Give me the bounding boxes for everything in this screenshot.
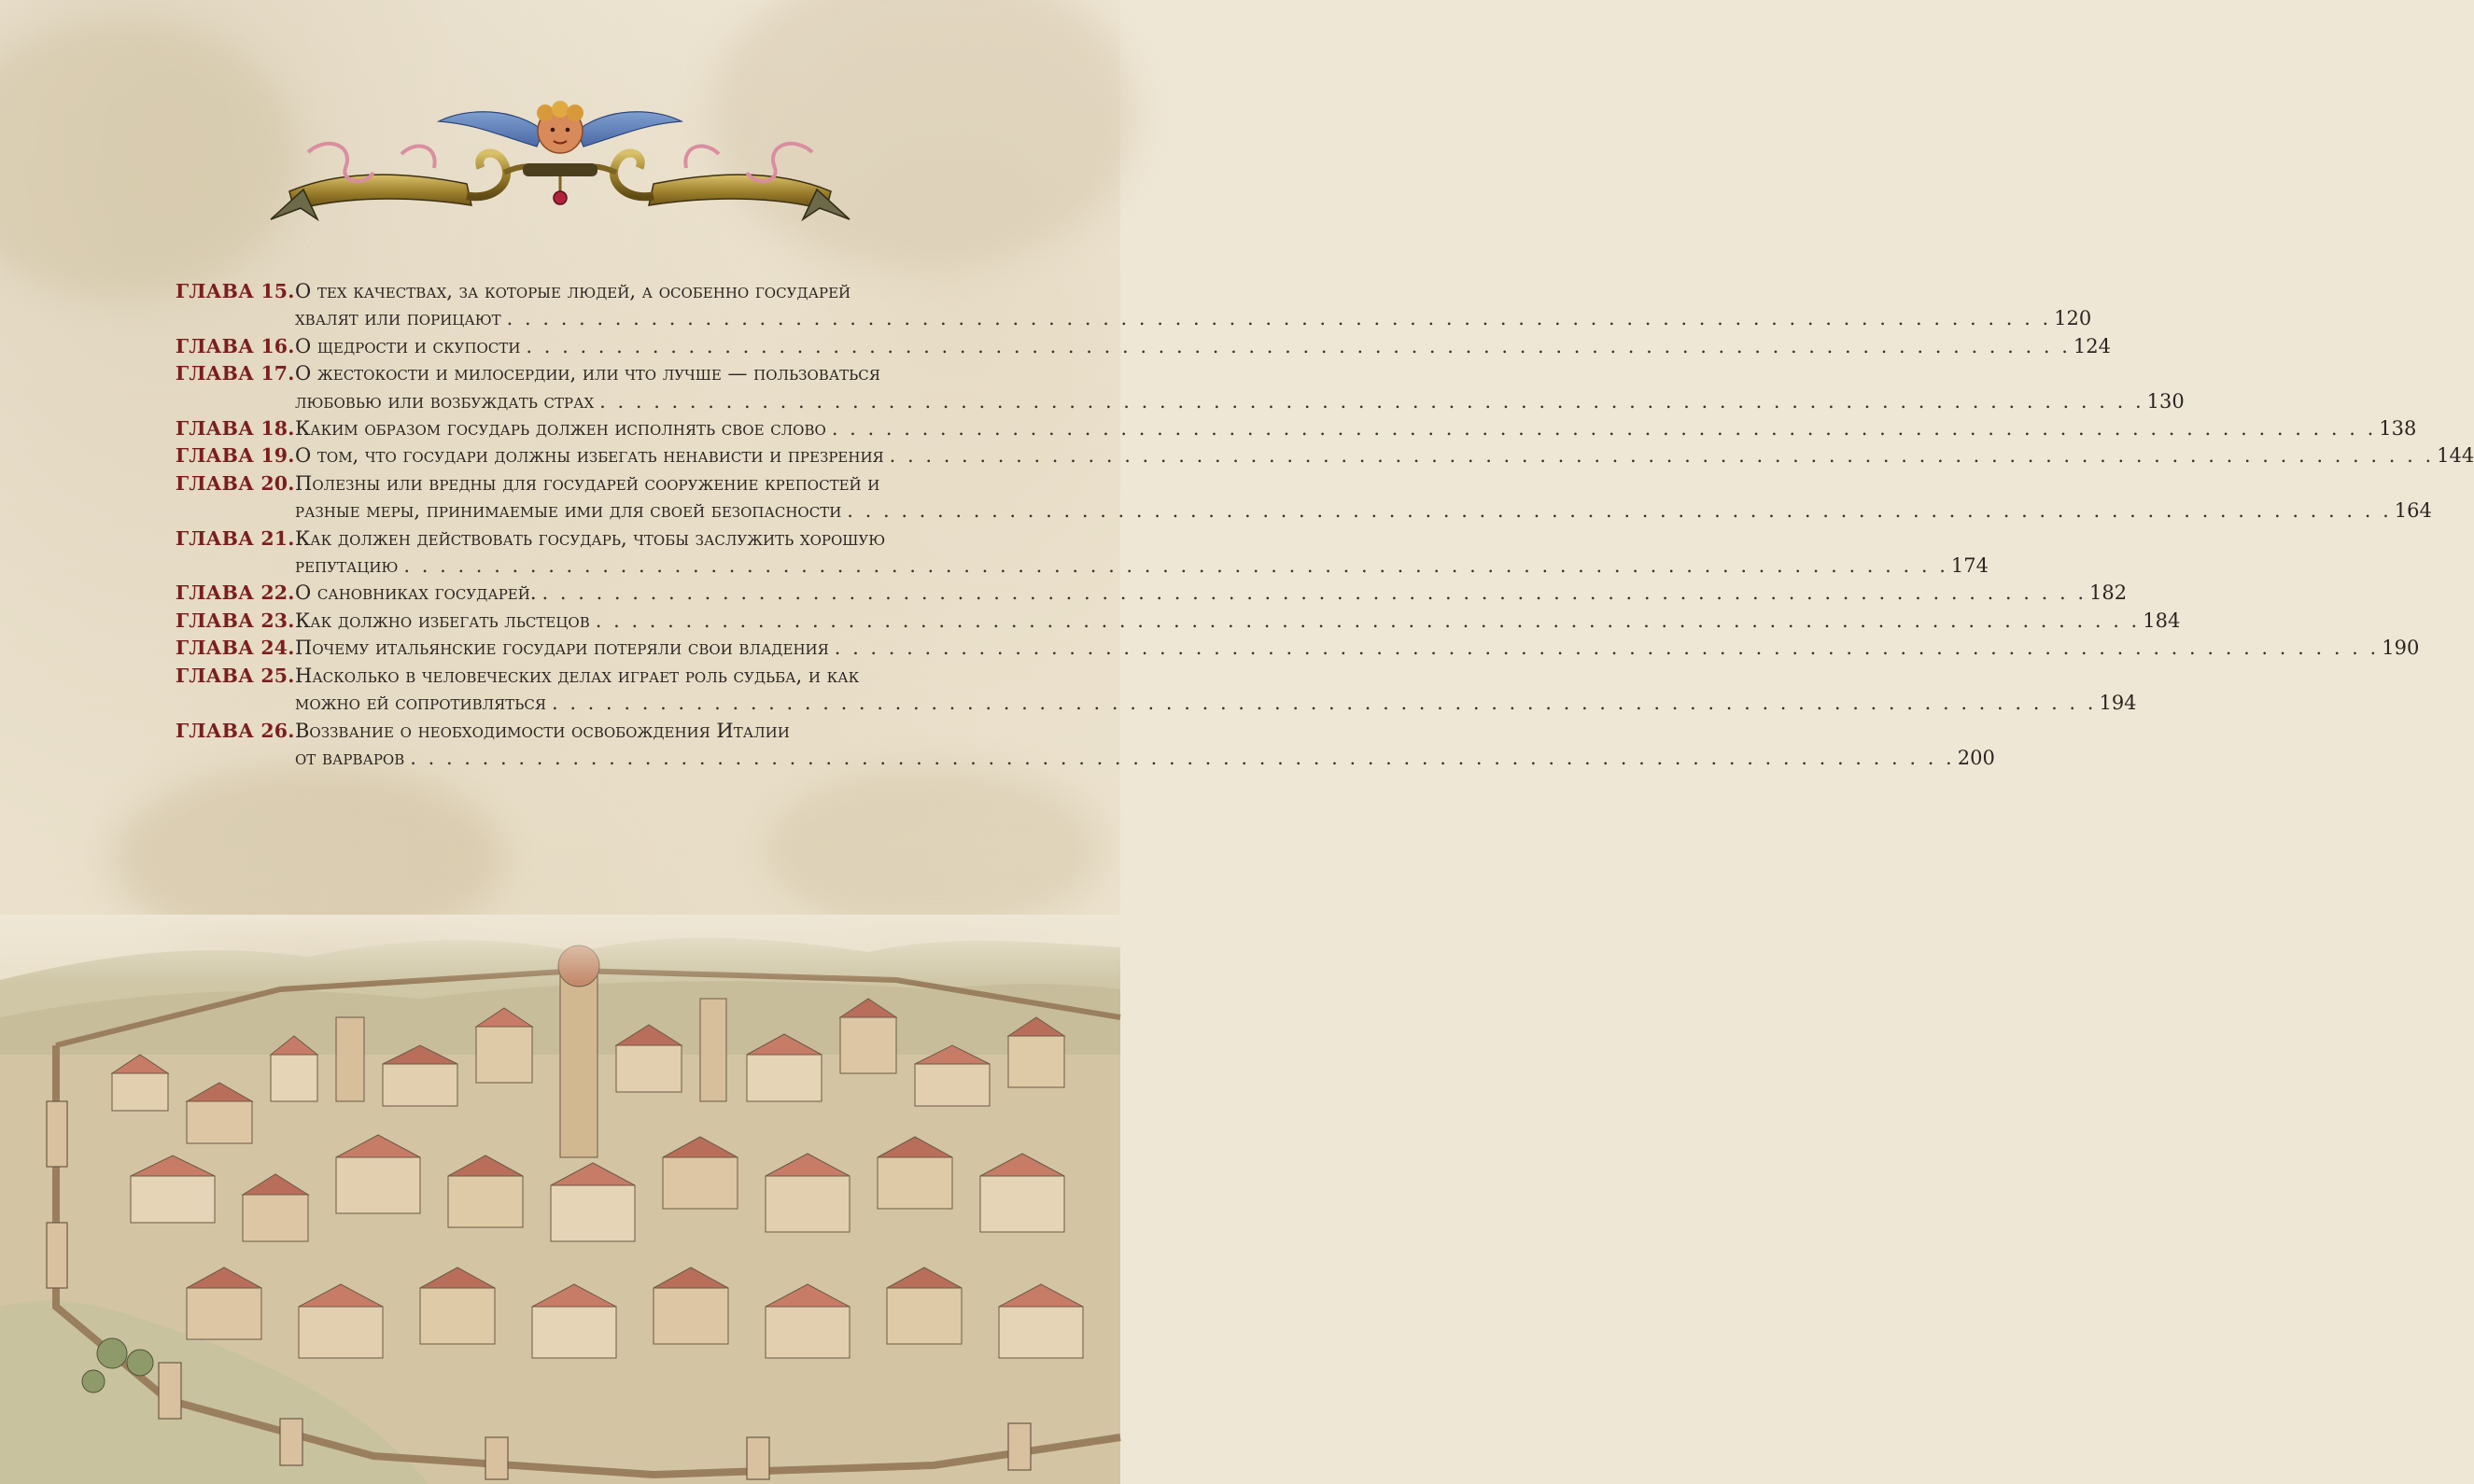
chapter-number: ГЛАВА 22.: [176, 581, 295, 605]
dot-leader: [542, 580, 2084, 607]
chapter-title-line: О том, что государи должны избегать ненависти и презрения: [295, 444, 884, 468]
chapter-title-line: Почему итальянские государи потеряли свои владения: [295, 637, 829, 660]
chapter-title-line: разные меры, принимаемые ими для своей безопасности: [295, 499, 842, 523]
dot-leader: [526, 333, 2067, 360]
page-number: 138: [2379, 417, 2417, 441]
chapter-number: ГЛАВА 21.: [176, 526, 295, 550]
chapter-title-line: Как должен действовать государь, чтобы заслужить хорошую: [295, 526, 886, 550]
chapter-title-line: Насколько в человеческих делах играет роль судьба, и как: [295, 664, 860, 687]
page-number: 200: [1957, 746, 1995, 769]
chapter-number: ГЛАВА 26.: [176, 719, 295, 742]
page-number: 194: [2099, 692, 2137, 715]
chapter-title-line: О тех качествах, за которые людей, а особенно государей: [295, 280, 851, 302]
chapter-number: ГЛАВА 25.: [176, 664, 295, 687]
page-number: 164: [2394, 499, 2432, 523]
toc-entry[interactable]: [176, 635, 2420, 662]
toc-entry[interactable]: [176, 470, 2432, 525]
parchment-stain: [766, 765, 1102, 933]
page-number: 190: [2382, 637, 2420, 660]
table-of-contents: [176, 278, 2474, 772]
toc-entry[interactable]: [176, 360, 2185, 415]
chapter-title-line: можно ей сопротивляться: [295, 692, 546, 715]
dot-leader: [410, 745, 1951, 772]
toc-entry[interactable]: [176, 415, 2417, 442]
toc-entry[interactable]: [176, 608, 2181, 635]
dot-leader: [832, 415, 2373, 442]
dot-leader: [507, 305, 2048, 332]
page-number: 124: [2073, 334, 2111, 357]
dot-leader: [599, 388, 2141, 415]
chapter-title-line: Воззвание о необходимости освобождения Италии: [295, 719, 790, 742]
chapter-number: ГЛАВА 23.: [176, 609, 295, 632]
dot-leader: [596, 608, 2137, 635]
dot-leader: [835, 635, 2376, 662]
page-number: 120: [2054, 307, 2092, 330]
toc-entry[interactable]: [176, 580, 2128, 607]
chapter-title-line: Как должно избегать льстецов: [295, 609, 590, 632]
chapter-number: ГЛАВА 18.: [176, 417, 295, 441]
cherub-scroll-ornament-icon: [252, 79, 868, 243]
chapter-number: ГЛАВА 19.: [176, 444, 295, 468]
toc-entry[interactable]: [176, 278, 2092, 333]
chapter-title-line: О сановниках государей.: [295, 581, 537, 605]
medieval-city-engraving-icon: [0, 915, 1120, 1484]
chapter-title-line: Полезны или вредны для государей сооружение крепостей и: [295, 471, 880, 495]
page-number: 182: [2089, 581, 2128, 605]
dot-leader: [847, 497, 2388, 525]
toc-entry[interactable]: [176, 525, 1989, 581]
chapter-number: ГЛАВА 17.: [176, 362, 295, 385]
dot-leader: [403, 553, 1945, 580]
chapter-title-line: хвалят или порицают: [295, 307, 501, 330]
page-number: 184: [2143, 609, 2181, 632]
chapter-number: ГЛАВА 15.: [176, 280, 295, 302]
chapter-title-line: от варваров: [295, 746, 405, 769]
chapter-title-line: О жестокости и милосердии, или что лучше — пользоваться: [295, 362, 880, 385]
toc-entry[interactable]: [176, 333, 2111, 360]
page-number: 144: [2437, 444, 2474, 468]
toc-entry[interactable]: [176, 718, 1995, 773]
chapter-title-line: О щедрости и скупости: [295, 334, 521, 357]
page-number: 130: [2146, 389, 2185, 413]
toc-entry[interactable]: [176, 442, 2474, 469]
chapter-title-line: репутацию: [295, 554, 399, 578]
chapter-number: ГЛАВА 20.: [176, 471, 295, 495]
dot-leader: [552, 690, 2093, 717]
chapter-title-line: любовью или возбуждать страх: [295, 389, 595, 413]
toc-entry[interactable]: [176, 663, 2137, 718]
chapter-title-line: Каким образом государь должен исполнять свое слово: [295, 417, 826, 441]
dot-leader: [890, 442, 2431, 469]
chapter-number: ГЛАВА 16.: [176, 334, 295, 357]
page-number: 174: [1950, 554, 1989, 578]
chapter-number: ГЛАВА 24.: [176, 637, 295, 660]
